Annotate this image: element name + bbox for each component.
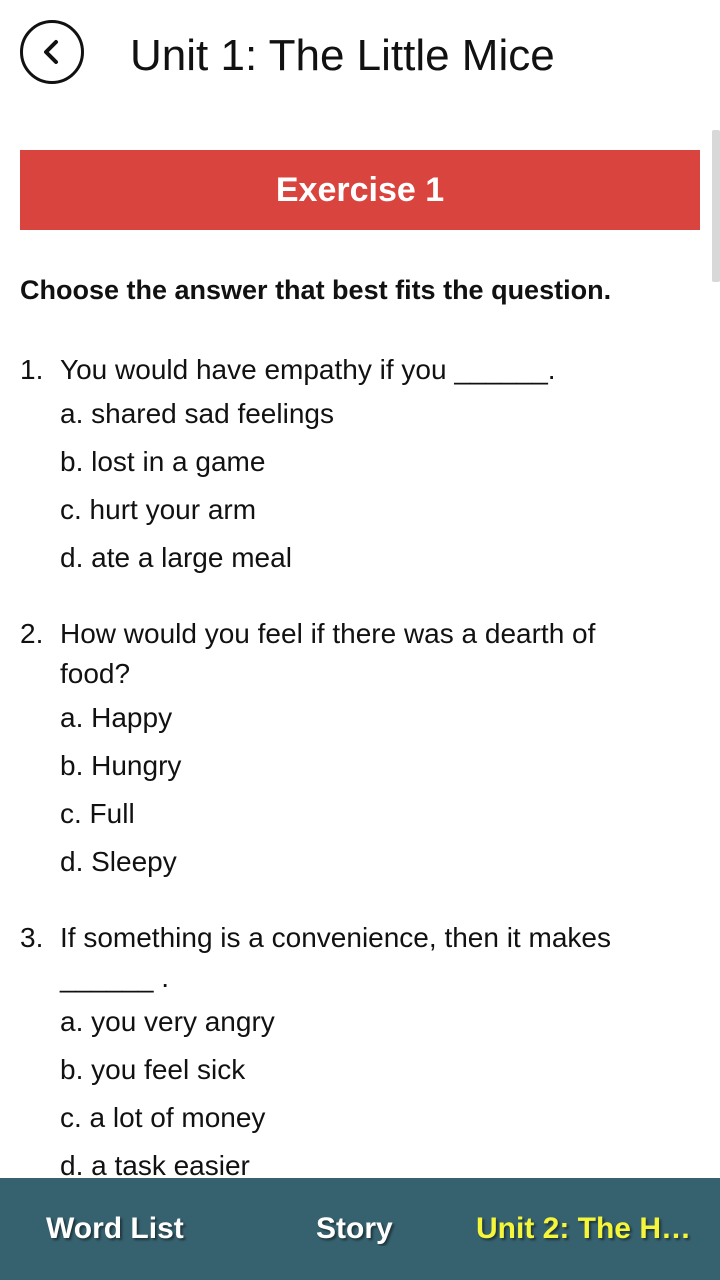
exercise-banner: Exercise 1 bbox=[20, 150, 700, 230]
next-unit-button[interactable]: Unit 2: The H… bbox=[476, 1212, 691, 1245]
option-list bbox=[0, 390, 720, 582]
instruction-text: Choose the answer that best fits the question. bbox=[20, 275, 612, 305]
word-list-button[interactable]: Word List bbox=[46, 1212, 184, 1245]
question-3 bbox=[0, 918, 720, 1178]
option-b[interactable]: b. you feel sick bbox=[60, 1054, 246, 1085]
option-c[interactable]: c. Full bbox=[60, 798, 135, 829]
story-button[interactable]: Story bbox=[316, 1212, 393, 1245]
page-title: Unit 1: The Little Mice bbox=[130, 31, 555, 80]
question-1 bbox=[0, 350, 720, 582]
answer-blank: ______ bbox=[454, 354, 548, 385]
option-d[interactable]: d. Sleepy bbox=[60, 846, 177, 877]
question-list bbox=[0, 350, 720, 1178]
question-text: If something is a convenience, then it makes ______ . bbox=[60, 922, 611, 993]
option-b[interactable]: b. Hungry bbox=[60, 750, 182, 781]
back-button[interactable] bbox=[20, 20, 84, 84]
option-c[interactable]: c. a lot of money bbox=[60, 1102, 266, 1133]
option-d[interactable]: d. a task easier bbox=[60, 1150, 250, 1178]
chevron-left-icon bbox=[37, 37, 67, 67]
question-2 bbox=[0, 614, 720, 886]
option-d[interactable]: d. ate a large meal bbox=[60, 542, 292, 573]
option-a[interactable]: a. shared sad feelings bbox=[60, 398, 334, 429]
option-a[interactable]: a. Happy bbox=[60, 702, 173, 733]
option-a[interactable]: a. you very angry bbox=[60, 1006, 275, 1037]
option-list bbox=[0, 998, 720, 1178]
exercise-content[interactable] bbox=[0, 112, 720, 1178]
option-c[interactable]: c. hurt your arm bbox=[60, 494, 257, 525]
question-number: 1. bbox=[20, 354, 44, 385]
option-list bbox=[0, 694, 720, 886]
answer-blank: ______ bbox=[60, 962, 154, 993]
option-b[interactable]: b. lost in a game bbox=[60, 446, 266, 477]
question-text: How would you feel if there was a dearth of food? bbox=[60, 618, 596, 689]
question-number: 3. bbox=[20, 922, 44, 953]
question-text: You would have empathy if you ______. bbox=[60, 354, 556, 385]
header bbox=[0, 0, 720, 112]
bottom-navigation bbox=[0, 1178, 720, 1280]
question-number: 2. bbox=[20, 618, 44, 649]
